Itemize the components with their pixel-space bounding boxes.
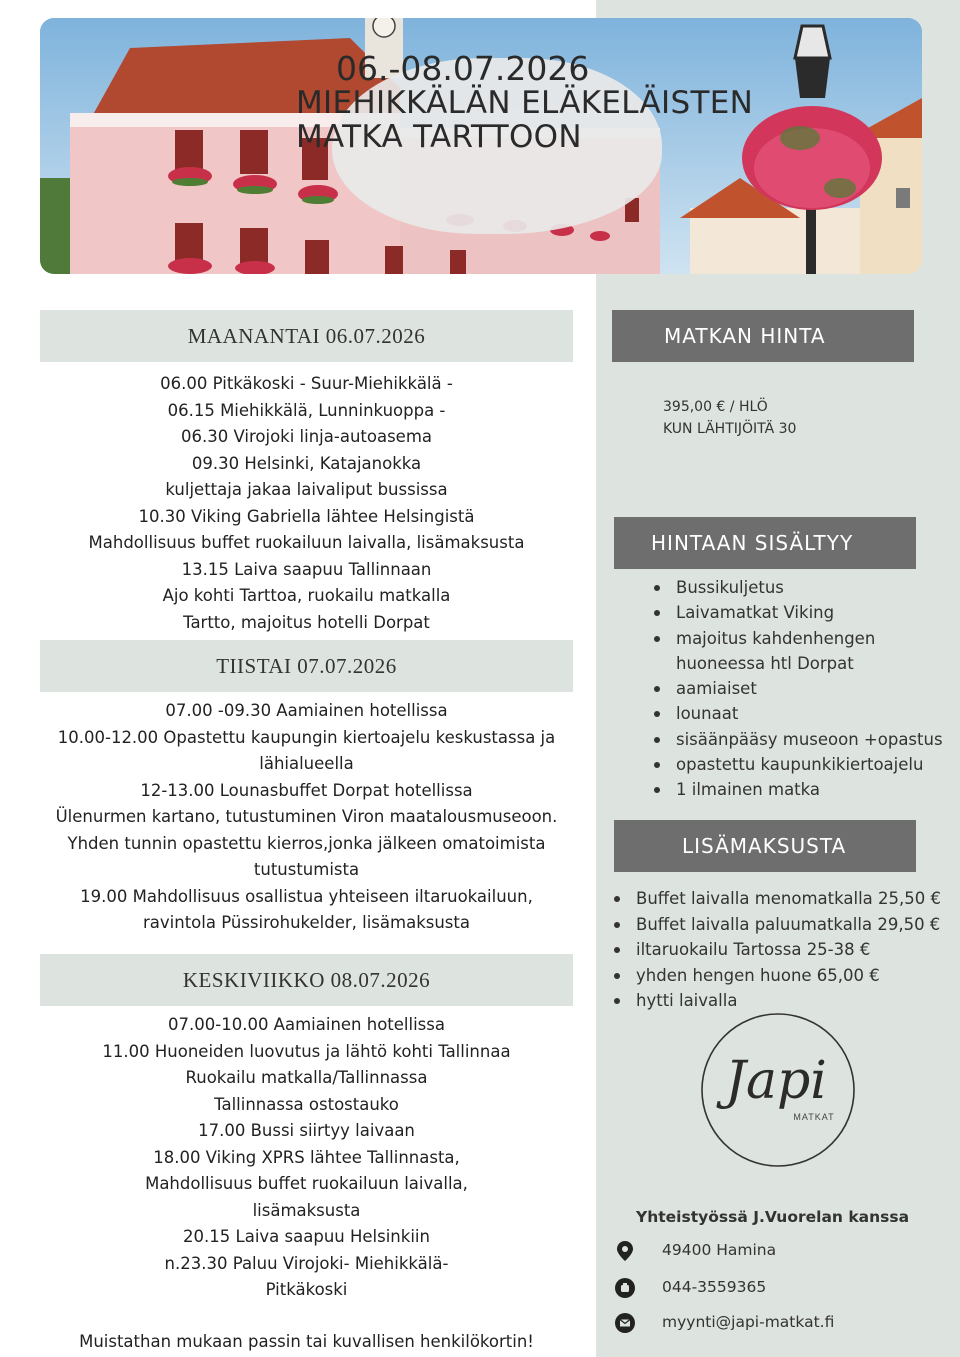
schedule-line: lähialueella (259, 754, 354, 773)
schedule-line: n.23.30 Paluu Virojoki- Miehikkälä- (164, 1253, 449, 1273)
schedule-line: Tartto, majoitus hotelli Dorpat (183, 612, 430, 632)
schedule-line: 13.15 Laiva saapuu Tallinnaan (181, 559, 432, 579)
included-item: lounaat (654, 701, 943, 726)
day-header-monday: MAANANTAI 06.07.2026 (40, 310, 573, 362)
schedule-tuesday (40, 698, 573, 937)
schedule-line: lisämaksusta (252, 1200, 361, 1220)
included-item-continuation: huoneessa htl Dorpat (676, 653, 854, 673)
trip-title-line-2: MATKA TARTTOON (296, 119, 582, 155)
included-item: 1 ilmainen matka (654, 777, 943, 802)
schedule-line: 17.00 Bussi siirtyy laivaan (198, 1121, 415, 1140)
extras-list (614, 886, 941, 1014)
included-item: sisäänpääsy museoon +opastus (654, 727, 943, 752)
schedule-line: 06.15 Miehikkälä, Lunninkuoppa - (167, 400, 446, 420)
price-info (663, 396, 796, 440)
schedule-line: 11.00 Huoneiden luovutus ja lähtö kohti Tallinnaa (102, 1041, 511, 1061)
passport-reminder: Muistathan mukaan passin tai kuvallisen henkilökortin! (79, 1332, 534, 1351)
price-condition: KUN LÄHTIJÖITÄ 30 (663, 421, 797, 437)
schedule-line: 12-13.00 Lounasbuffet Dorpat hotellissa (140, 780, 473, 800)
schedule-line: Ülenurmen kartano, tutustuminen Viron maatalousmuseoon. (55, 807, 558, 826)
location-pin-icon (614, 1240, 636, 1262)
price-per-person: 395,00 € / HLÖ (663, 399, 768, 415)
schedule-line: Pitkäkoski (265, 1280, 348, 1299)
phone-icon (614, 1277, 636, 1299)
included-item: Bussikuljetus (654, 575, 943, 600)
extra-item: Buffet laivalla paluumatkalla 29,50 € (614, 912, 941, 938)
schedule-line: 09.30 Helsinki, Katajanokka (191, 453, 422, 473)
schedule-line: 10.00-12.00 Opastettu kaupungin kiertoajelu keskustassa ja (57, 727, 556, 747)
schedule-line: Mahdollisuus buffet ruokailuun laivalla, lisämaksusta (88, 533, 525, 552)
logo-sub: MATKAT (793, 1112, 835, 1122)
included-item: majoitus kahdenhengen (654, 626, 943, 651)
schedule-line: 06.30 Virojoki linja-autoasema (180, 427, 433, 446)
extra-item: hytti laivalla (614, 988, 941, 1014)
phone-text[interactable]: 044-3559365 (662, 1278, 767, 1296)
extra-item: yhden hengen huone 65,00 € (614, 963, 941, 989)
day-header-tuesday: TIISTAI 07.07.2026 (40, 640, 573, 692)
extras-header: LISÄMAKSUSTA (614, 820, 916, 872)
schedule-line: Yhden tunnin opastettu kierros,jonka jälkeen omatoimista (67, 833, 546, 853)
schedule-line: 07.00 -09.30 Aamiainen hotellissa (165, 701, 448, 720)
logo-script: Japi (725, 1051, 827, 1111)
included-item: Laivamatkat Viking (654, 600, 943, 625)
email-link[interactable]: myynti@japi-matkat.fi (662, 1313, 835, 1331)
schedule-line: 06.00 Pitkäkoski - Suur-Miehikkälä - (160, 374, 453, 393)
schedule-line: 20.15 Laiva saapuu Helsinkiin (183, 1227, 430, 1246)
schedule-wednesday (40, 1012, 573, 1304)
email-icon (614, 1312, 636, 1334)
schedule-monday (40, 371, 573, 636)
included-header: HINTAAN SISÄLTYY (614, 517, 916, 569)
schedule-line: Tallinnassa ostostauko (214, 1094, 399, 1114)
included-item: aamiaiset (654, 676, 943, 701)
price-header: MATKAN HINTA (612, 310, 914, 362)
trip-dates: 06.-08.07.2026 (336, 49, 590, 88)
schedule-line: Ajo kohti Tarttoa, ruokailu matkalla (162, 586, 451, 605)
hero-title-block (296, 49, 754, 155)
cooperation-text: Yhteistyössä J.Vuorelan kanssa (636, 1208, 910, 1226)
schedule-line: tutustumista (253, 860, 360, 879)
included-item: opastettu kaupunkikiertoajelu (654, 752, 943, 777)
schedule-line: ravintola Püssirohukelder, lisämaksusta (143, 913, 470, 932)
address-text: 49400 Hamina (662, 1241, 777, 1259)
day-header-wednesday: KESKIVIIKKO 08.07.2026 (40, 954, 573, 1006)
extra-item: Buffet laivalla menomatkalla 25,50 € (614, 886, 941, 912)
schedule-line: 19.00 Mahdollisuus osallistua yhteiseen iltaruokailuun, (80, 886, 533, 906)
schedule-line: 10.30 Viking Gabriella lähtee Helsingistä (138, 506, 475, 526)
extra-item: iltaruokailu Tartossa 25-38 € (614, 937, 941, 963)
schedule-line: kuljettaja jakaa laivaliput bussissa (165, 480, 448, 499)
schedule-line: 07.00-10.00 Aamiainen hotellissa (168, 1015, 445, 1034)
schedule-line: Mahdollisuus buffet ruokailuun laivalla, (145, 1174, 468, 1193)
included-list (654, 575, 943, 803)
trip-title-line-1: MIEHIKKÄLÄN ELÄKELÄISTEN (296, 85, 754, 121)
schedule-line: 18.00 Viking XPRS lähtee Tallinnasta, (153, 1147, 460, 1167)
schedule-line: Ruokailu matkalla/Tallinnassa (185, 1068, 428, 1087)
japi-matkat-logo (698, 1010, 858, 1170)
